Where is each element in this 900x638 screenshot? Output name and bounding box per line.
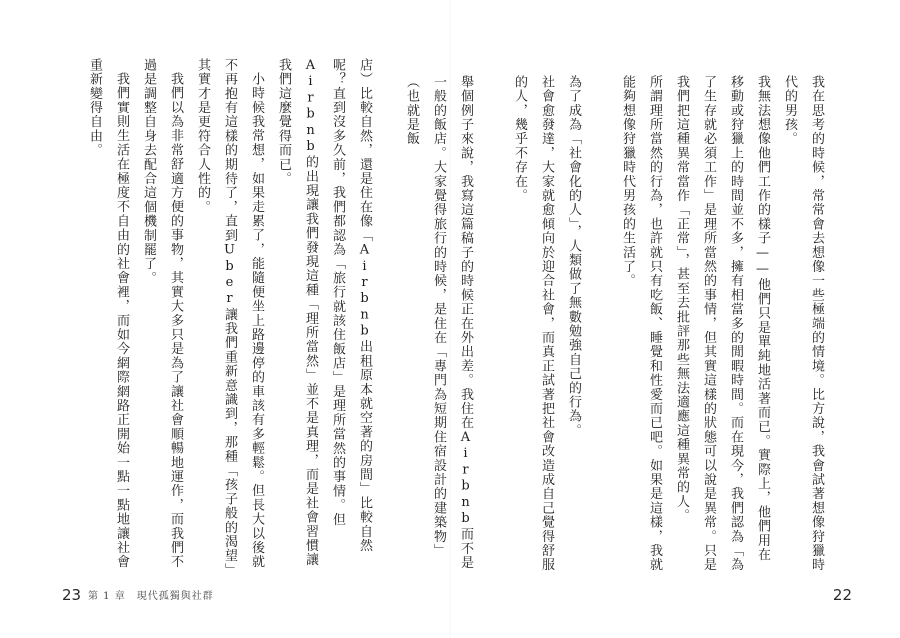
paragraph: 我在思考的時候，常常會去想像一些極端的情境。比方說，我會試著想像狩獵時代的男孩。: [782, 75, 824, 572]
paragraph: 所謂理所當然的行為，也許就只有吃飯、睡覺和性愛而已吧。如果是這樣，我就能夠想像狩獵時代男孩的生活了。: [620, 75, 662, 572]
paragraph: 小時候我常想，如果走累了，能隨便坐上路邊停的車該有多輕鬆。但長大以後就不再抱有這樣的期待了，直到Uber讓我們重新意識到，那種「孩子般的渴望」其實才是更符合人性的。: [195, 58, 264, 571]
paragraph: 店）比較自然，還是住在像「Airbnb出租原本就空著的房間」比較自然呢？直到沒多久前，我們都認為「旅行就該住飯店」是理所當然的事情。但Airbnb的出現讓我們發現這種「理所當然」並不是真理，而是社會習慣讓我們這麼覺得而已。: [276, 58, 372, 567]
running-head: 第 1 章 現代孤獨與社群: [88, 591, 214, 602]
right-page: [404, 0, 900, 638]
paragraph-break: [479, 75, 506, 575]
paragraph: 為了成為「社會化的人」，人類做了無數勉強自己的行為。: [566, 75, 581, 438]
right-page-body: [404, 75, 830, 575]
paragraph-break: [587, 75, 614, 575]
paragraph: 我無法想像他們工作的樣子——他們只是單純地活著而已。實際上，他們用在移動或狩獵上的時間並不多，擁有相當多的閒暇時間。而在現今，我們認為「為了生存就必須工作」是理所當然的事情，但其實這樣的狀態可以說是異常。只是我們把這種異常當作「正常」，甚至去批評那些無法適應這種異常的人。: [674, 75, 770, 572]
left-page-body: [87, 58, 378, 573]
page-number: 23: [62, 586, 82, 604]
paragraph: 舉個例子來說，我寫這篇稿子的時候正在外出差。我住在Airbnb而不是一般的飯店。大家覺得旅行的時候，是住在「專門為短期住宿設計的建築物」（也就是飯: [404, 75, 473, 570]
paragraph: 我們實則生活在極度不自由的社會裡，而如今網際網路正開始一點一點地讓社會重新變得自由。: [87, 58, 129, 570]
paragraph: 社會愈發達，大家就愈傾向於迎合社會，而真正試著把社會改造成自己覺得舒服的人，幾乎不存在。: [512, 75, 554, 572]
page-number: 22: [832, 586, 852, 604]
paragraph: 我們以為非常舒適方便的事物，其實大多只是為了讓社會順暢地運作，而我們不過是調整自身去配合這個機制罷了。: [141, 58, 183, 570]
